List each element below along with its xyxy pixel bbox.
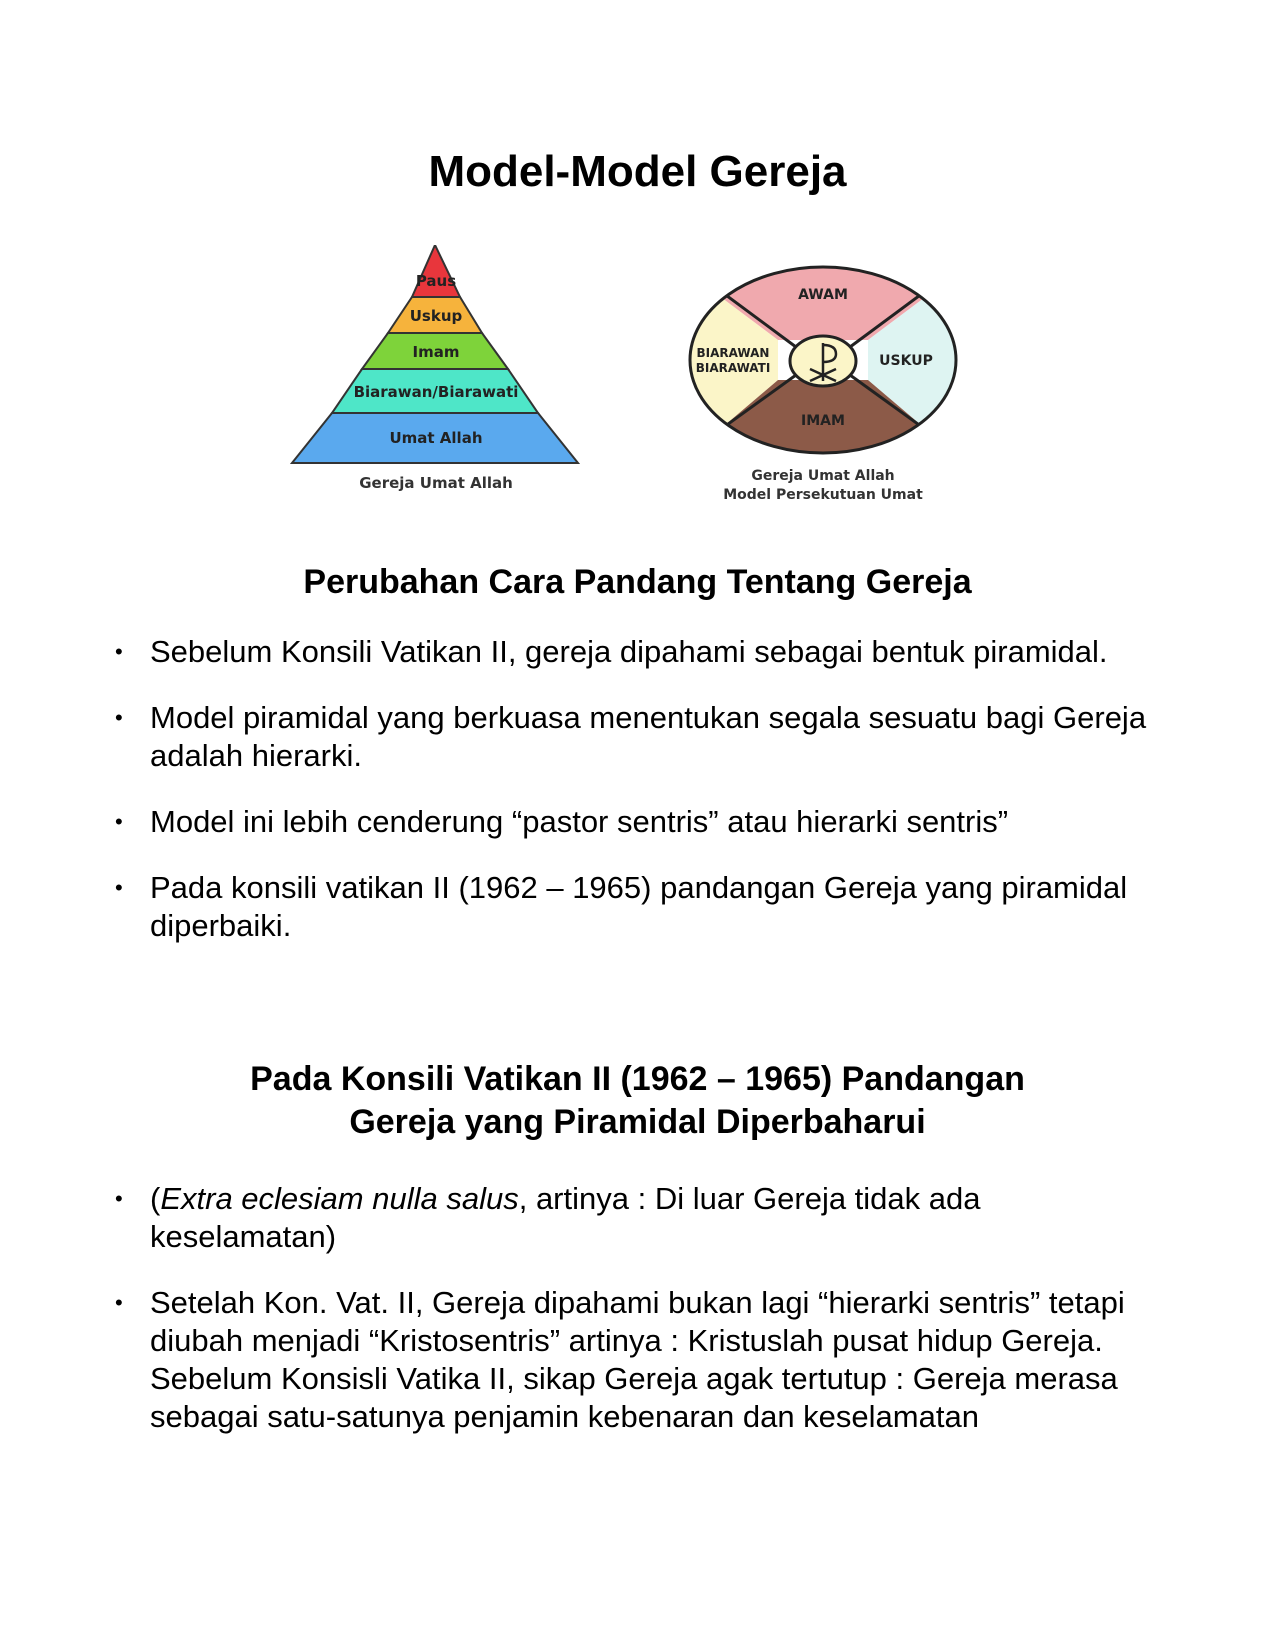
bullet-icon: • [115,639,123,664]
list-item-open: ( [150,1181,161,1216]
list-item [0,1284,1275,1436]
list-item-text: , artinya : Di luar Gereja tidak ada keselamatan) [150,1181,981,1254]
list-item-text: Setelah Kon. Vat. II, Gereja dipahami bukan lagi “hierarki sentris” tetapi diubah menjadi “Kristosentris” artinya : Kristuslah pusat hidup Gereja. Sebelum Konsisli Vatika II, sikap Gereja agak tertutup : Gereja merasa sebagai satu-satunya penjamin kebenaran dan keselamatan [150,1285,1125,1434]
ellipse-label-awam: AWAM [798,287,848,303]
bullet-icon: • [115,1186,123,1211]
section1-heading: Perubahan Cara Pandang Tentang Gereja [303,563,972,601]
list-item-text: Model piramidal yang berkuasa menentukan segala sesuatu bagi Gereja adalah hierarki. [150,700,1147,773]
section2-heading [0,1058,1275,1144]
pyramid-label-uskup: Uskup [409,307,463,325]
ellipse-caption-1: Gereja Umat Allah [751,468,895,484]
section1-list [0,633,1275,973]
figures [0,245,1275,525]
list-item-text: Pada konsili vatikan II (1962 – 1965) pandangan Gereja yang piramidal diperbaiki. [150,870,1128,943]
list-item [0,699,1275,775]
pyramid-label-umat: Umat Allah [389,429,483,447]
ellipse-label-biarawan: BIARAWAN [696,346,770,360]
list-item-text: Sebelum Konsili Vatikan II, gereja dipahami sebagai bentuk piramidal. [150,634,1108,669]
list-item [0,869,1275,945]
list-item [0,1180,1275,1256]
pyramid-label-paus: Paus [415,272,457,290]
bullet-icon: • [115,875,123,900]
page-title: Model-Model Gereja [428,147,847,196]
pyramid-label-imam: Imam [412,343,460,361]
section2-heading-line1: Pada Konsili Vatikan II (1962 – 1965) Pandangan [250,1060,1025,1098]
ellipse-diagram [678,265,968,520]
list-item [0,803,1275,841]
latin-phrase: Extra eclesiam nulla salus [160,1181,519,1216]
list-item-text: Model ini lebih cenderung “pastor sentris” atau hierarki sentris” [150,804,1009,839]
ellipse-label-uskup: USKUP [879,353,933,369]
section2-list [0,1180,1275,1464]
pyramid-caption: Gereja Umat Allah [359,474,513,492]
bullet-icon: • [115,809,123,834]
pyramid-label-biarawan: Biarawan/Biarawati [353,383,519,401]
bullet-icon: • [115,1290,123,1315]
ellipse-label-imam: IMAM [801,413,845,429]
ellipse-caption-2: Model Persekutuan Umat [723,487,923,503]
list-item [0,633,1275,671]
bullet-icon: • [115,705,123,730]
pyramid-diagram [268,245,603,520]
ellipse-label-biarawati: BIARAWATI [695,361,771,375]
section2-heading-line2: Gereja yang Piramidal Diperbaharui [349,1103,926,1141]
